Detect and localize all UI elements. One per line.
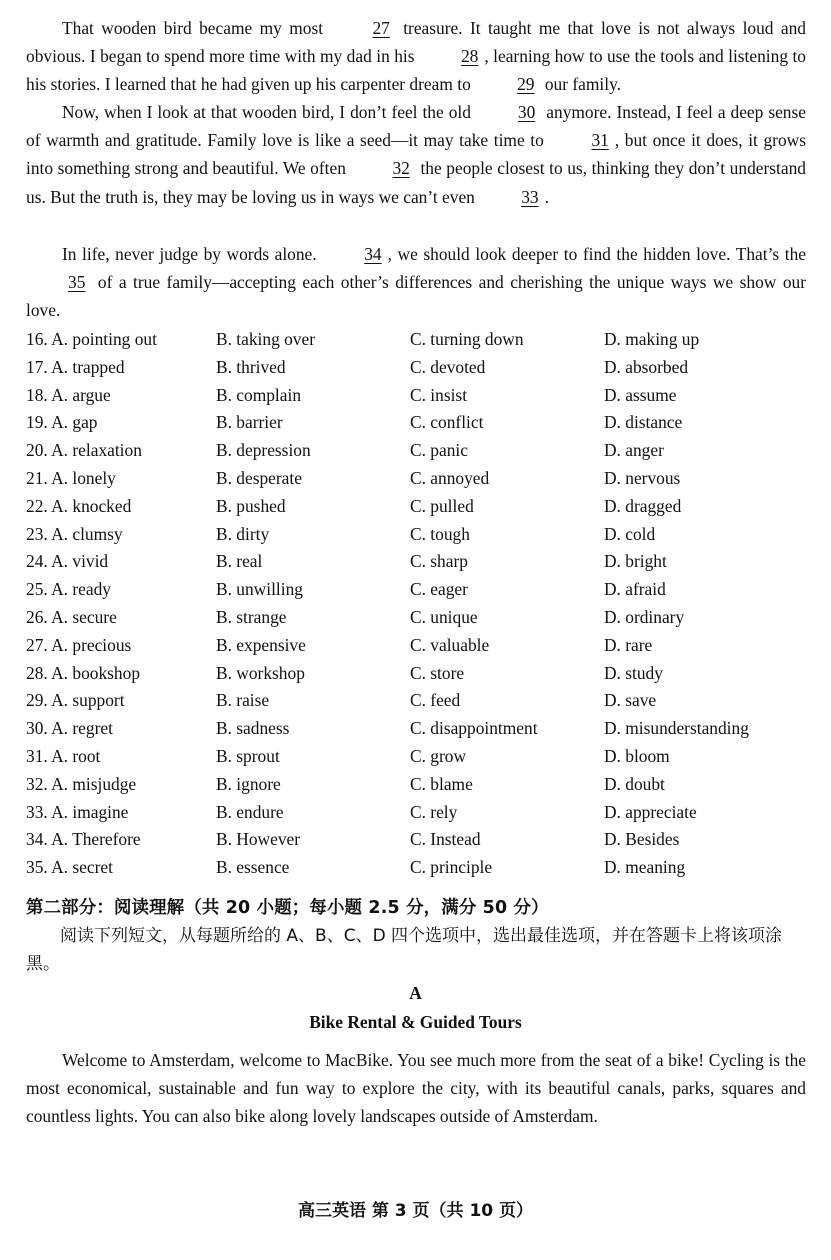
option-b: B. unwilling	[216, 579, 303, 600]
option-c: C. sharp	[410, 551, 468, 572]
option-b: B. dirty	[216, 523, 270, 544]
option-b: B. However	[216, 829, 301, 850]
option-b: B. expensive	[216, 634, 306, 655]
option-a: 25. A. ready	[26, 579, 111, 600]
option-a: 29. A. support	[26, 690, 125, 711]
blank-31: 31	[591, 130, 609, 151]
option-d: D. study	[604, 662, 663, 683]
blank-35: 35	[68, 272, 86, 293]
text-run: our family.	[540, 74, 621, 95]
option-c: C. turning down	[410, 329, 524, 349]
option-a: 16. A. pointing out	[26, 329, 157, 349]
option-b: B. sadness	[216, 718, 290, 739]
option-a: 32. A. misjudge	[26, 773, 137, 794]
option-d: D. appreciate	[604, 801, 697, 822]
option-b: B. pushed	[216, 495, 286, 516]
option-b: B. depression	[216, 440, 311, 461]
blank-32: 32	[392, 158, 410, 179]
option-row-17	[26, 354, 816, 382]
text-run: Now, when I look at that wooden bird, I don’t feel the old	[62, 102, 476, 122]
option-row-21	[26, 465, 816, 493]
option-b: B. raise	[216, 690, 270, 711]
option-row-18	[26, 382, 816, 410]
option-a: 26. A. secure	[26, 606, 117, 627]
option-a: 21. A. lonely	[26, 467, 116, 488]
blank-29: 29	[517, 74, 535, 95]
option-d: D. save	[604, 690, 657, 711]
option-d: D. anger	[604, 440, 664, 461]
blank-27: 27	[372, 18, 390, 38]
option-b: B. ignore	[216, 773, 281, 794]
option-d: D. rare	[604, 634, 653, 655]
blank-28: 28	[460, 46, 479, 67]
option-c: C. grow	[410, 745, 467, 766]
text-run: treasure. It taught me that love is not always loud and obvious. I began to spend more time with my dad in his	[26, 18, 807, 67]
option-row-32	[26, 771, 816, 799]
option-d: D. dragged	[604, 495, 682, 516]
option-c: C. feed	[410, 690, 461, 711]
option-a: 31. A. root	[26, 745, 101, 766]
blank-34: 34	[364, 244, 382, 264]
option-a: 17. A. trapped	[26, 356, 125, 377]
option-b: B. workshop	[216, 662, 305, 683]
option-a: 22. A. knocked	[26, 495, 132, 516]
option-c: C. Instead	[410, 829, 481, 850]
option-row-24	[26, 548, 816, 576]
option-b: B. taking over	[216, 329, 316, 349]
option-d: D. distance	[604, 412, 683, 433]
option-a: 20. A. relaxation	[26, 440, 142, 461]
option-d: D. Besides	[604, 829, 680, 850]
option-c: C. eager	[410, 579, 468, 600]
option-d: D. absorbed	[604, 356, 689, 377]
option-row-25	[26, 576, 816, 604]
option-c: C. annoyed	[410, 467, 490, 488]
option-d: D. ordinary	[604, 606, 685, 627]
option-row-27	[26, 632, 816, 660]
option-a: 28. A. bookshop	[26, 662, 141, 683]
option-a: 19. A. gap	[26, 412, 98, 433]
option-row-22	[26, 493, 816, 521]
option-c: C. pulled	[410, 495, 474, 516]
option-a: 33. A. imagine	[26, 801, 129, 822]
option-c: C. insist	[410, 384, 468, 405]
option-a: 30. A. regret	[26, 718, 113, 739]
option-b: B. barrier	[216, 412, 283, 433]
option-d: D. cold	[604, 523, 656, 544]
option-c: C. devoted	[410, 356, 486, 377]
text-run: anymore. Instead, I feel a deep sense of warmth and gratitude. Family love is like a seed—it may take time to	[26, 102, 806, 151]
cloze-paragraph-3	[26, 240, 806, 325]
option-b: B. desperate	[216, 467, 302, 488]
option-d: D. assume	[604, 384, 677, 405]
option-b: B. real	[216, 551, 263, 572]
passage-letter: A	[409, 983, 422, 1003]
option-c: C. store	[410, 662, 465, 683]
option-row-23	[26, 521, 816, 549]
cloze-paragraph-2	[26, 98, 806, 211]
option-row-19	[26, 409, 816, 437]
option-d: D. meaning	[604, 857, 686, 878]
option-row-16	[26, 326, 816, 354]
option-d: D. doubt	[604, 773, 665, 794]
blank-33: 33	[521, 186, 539, 207]
option-row-34	[26, 826, 816, 854]
option-d: D. bright	[604, 551, 667, 572]
option-b: B. strange	[216, 606, 287, 627]
blank-30: 30	[517, 102, 536, 122]
text-run: .	[544, 186, 549, 207]
passage-title: Bike Rental & Guided Tours	[309, 1012, 522, 1032]
option-row-29	[26, 687, 816, 715]
option-c: C. unique	[410, 606, 478, 627]
option-a: 18. A. argue	[26, 384, 111, 405]
option-b: B. essence	[216, 857, 290, 878]
option-c: C. blame	[410, 773, 473, 794]
option-row-33	[26, 799, 816, 827]
text-run: , learning how to use the tools and listening to his stories. I learned that he had given up his carpenter dream to	[26, 46, 806, 95]
passage-body: Welcome to Amsterdam, welcome to MacBike. You see much more from the seat of a bike! Cycling is the most economical, sustainable and fun way to explore the city, with its beautiful canals, parks, squares and countless lights. You can also bike along lovely landscapes outside of Amsterdam.	[26, 1050, 806, 1127]
option-d: D. bloom	[604, 745, 670, 766]
section-instructions: 阅读下列短文，从每题所给的 A、B、C、D 四个选项中，选出最佳选项，并在答题卡上将该项涂黑。	[26, 926, 783, 974]
option-row-26	[26, 604, 816, 632]
option-d: D. misunderstanding	[604, 718, 749, 739]
option-d: D. afraid	[604, 579, 666, 600]
option-c: C. principle	[410, 857, 493, 878]
option-b: B. complain	[216, 384, 302, 405]
option-row-20	[26, 437, 816, 465]
option-row-30	[26, 715, 816, 743]
section-heading: 第二部分：阅读理解（共 20 小题；每小题 2.5 分，满分 50 分）	[26, 898, 549, 918]
option-row-31	[26, 743, 816, 771]
option-row-28	[26, 660, 816, 688]
option-d: D. making up	[604, 329, 700, 349]
option-a: 34. A. Therefore	[26, 829, 141, 850]
cloze-paragraph-1	[26, 14, 806, 99]
option-c: C. conflict	[410, 412, 484, 433]
option-c: C. disappointment	[410, 718, 538, 739]
option-a: 23. A. clumsy	[26, 523, 123, 544]
option-b: B. sprout	[216, 745, 280, 766]
text-run: the people closest to us, thinking they don’t understand us. But the truth is, they may be loving us in ways we can’t even	[26, 158, 806, 207]
option-b: B. thrived	[216, 356, 286, 377]
option-row-35	[26, 854, 816, 882]
options-list	[26, 326, 816, 882]
option-c: C. panic	[410, 440, 468, 461]
option-a: 35. A. secret	[26, 857, 113, 878]
option-d: D. nervous	[604, 467, 681, 488]
option-a: 24. A. vivid	[26, 551, 109, 572]
text-run: of a true family—accepting each other’s differences and cherishing the unique ways we show our love.	[26, 272, 806, 321]
page-footer: 高三英语 第 3 页（共 10 页）	[297, 1201, 534, 1221]
text-run: , we should look deeper to find the hidden love. That’s the	[387, 244, 806, 264]
option-b: B. endure	[216, 801, 284, 822]
text-run: In life, never judge by words alone.	[62, 244, 323, 264]
option-a: 27. A. precious	[26, 634, 132, 655]
option-c: C. valuable	[410, 634, 490, 655]
option-c: C. rely	[410, 801, 458, 822]
text-run: , but once it does, it grows into something strong and beautiful. We often	[26, 130, 806, 179]
option-c: C. tough	[410, 523, 470, 544]
text-run: That wooden bird became my most	[62, 18, 331, 38]
